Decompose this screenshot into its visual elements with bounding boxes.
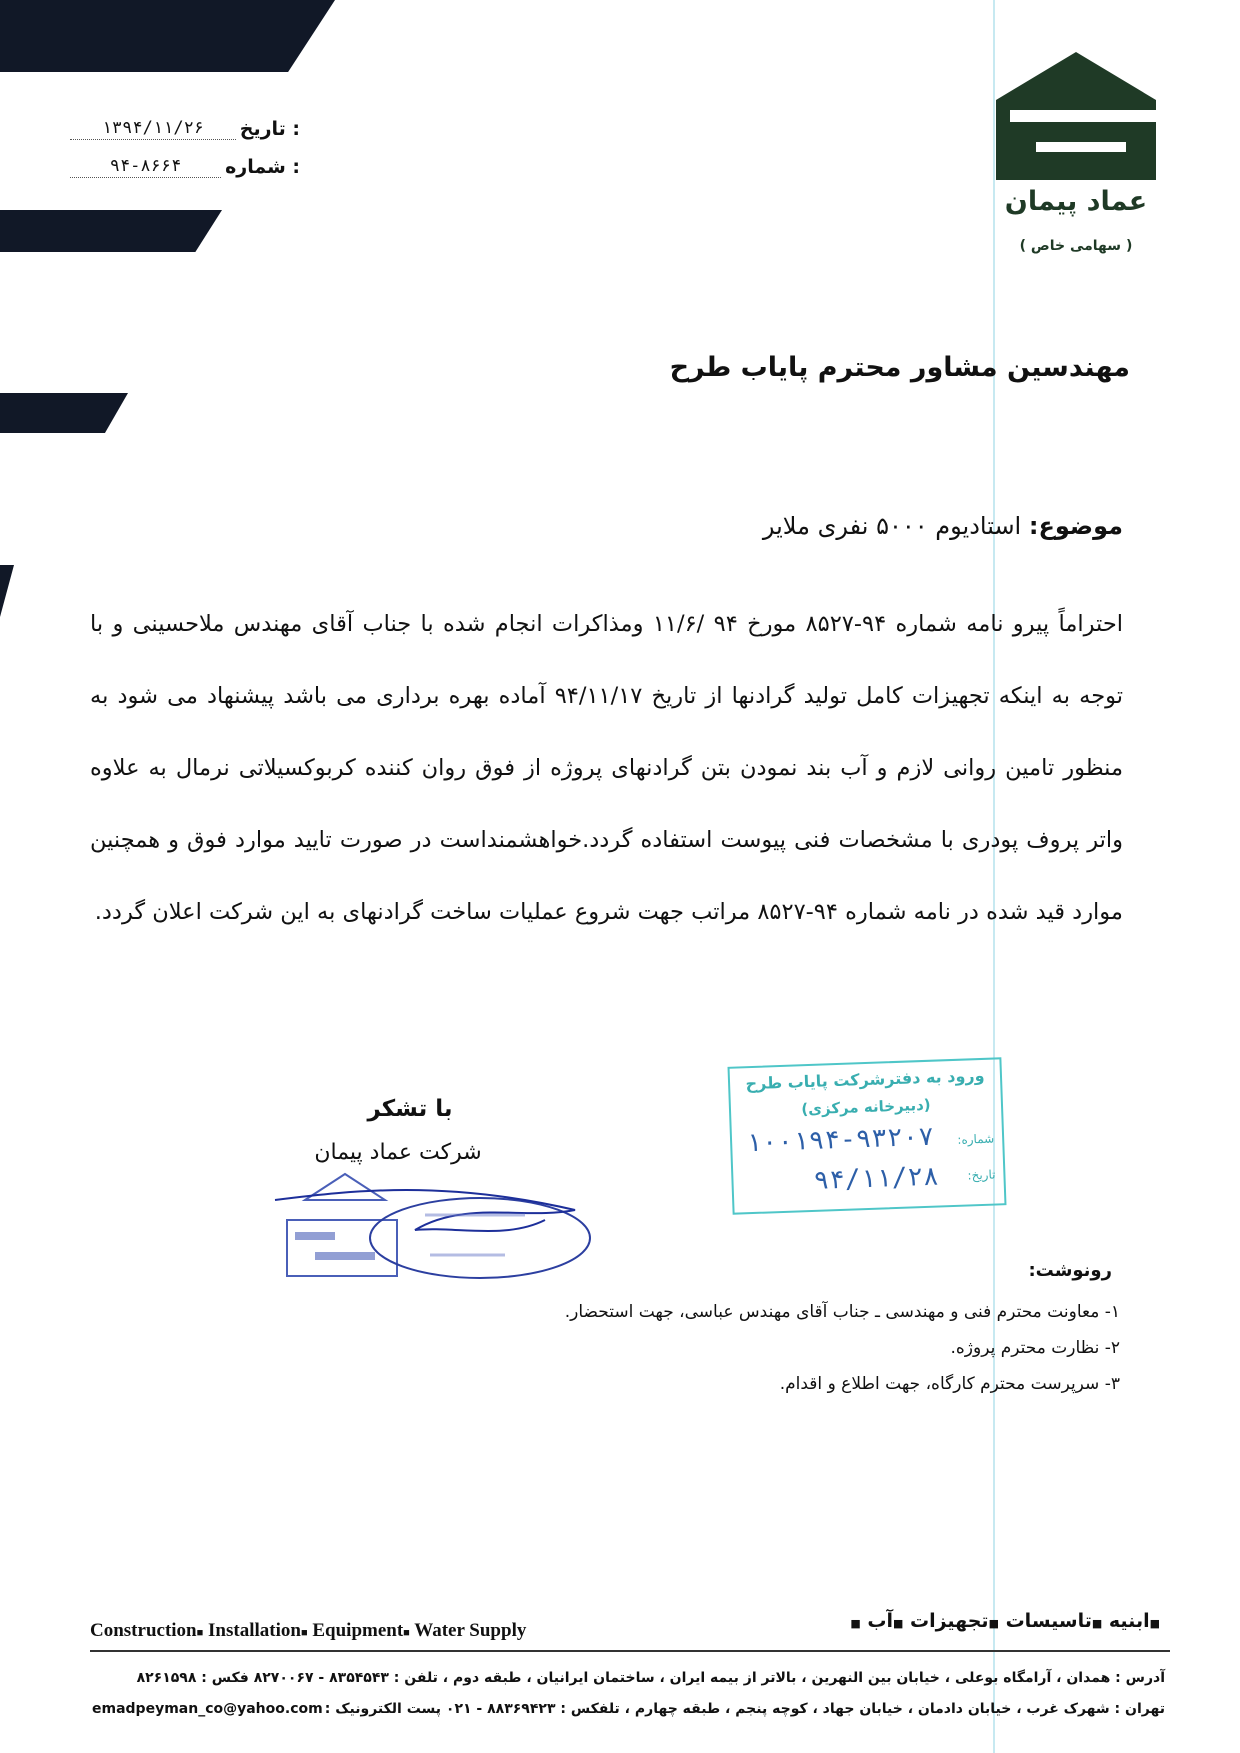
service-fa-2: تاسیسات xyxy=(1005,1610,1092,1632)
incoming-stamp xyxy=(728,1057,1007,1214)
service-fa-4: آب xyxy=(867,1610,893,1632)
recipient: مهندسین مشاور محترم پایاب طرح xyxy=(669,352,1130,383)
address-hamedan: آدرس : همدان ، آرامگاه بوعلی ، خیابان بین النهرین ، بالاتر از بیمه ایران ، ساختمان ایرانیان ، طبقه دوم ، تلفن : ۸۳۵۴۵۴۳ - ۸۲۷۰۰۶۷ فکس : ۸۲۶۱۵۹۸ xyxy=(136,1670,1165,1686)
services-fa: ■ابنیه ■تاسیسات ■تجهیزات ■آب ■ xyxy=(850,1610,1160,1632)
letter-body: احتراماً پیرو نامه شماره ۹۴-۸۵۲۷ مورخ ۹۴ /۱۱/۶ ومذاکرات انجام شده با جناب آقای مهندس ملاحسینی و با توجه به اینکه تجهیزات کامل تولید گرادنها از تاریخ ۹۴/۱۱/۱۷ آماده بهره برداری می باشد پیشنهاد می شود به منظور تامین روانی لازم و آب بند نمودن بتن گرادنهای پروژه از فوق روان کننده کربوکسیلاتی نرمال به علاوه واتر پروف پودری با مشخصات فنی پیوست استفاده گردد.خواهشمنداست در صورت تایید موارد فوق و همچنین موارد قید شده در نامه شماره ۹۴-۸۵۲۷ مراتب جهت شروع عملیات ساخت گرادنهای به این شرکت اعلان گردد. xyxy=(90,611,1123,925)
service-fa-3: تجهیزات xyxy=(910,1610,989,1632)
header-decorative-bar xyxy=(0,0,335,72)
date-label: : تاریخ xyxy=(239,118,300,140)
footer-rule xyxy=(90,1650,1170,1652)
stamp-number-value: ۱۰۰۱۹۴-۹۳۲۰۷ xyxy=(745,1121,935,1159)
cc-item-3: ۳- سرپرست محترم کارگاه، جهت اطلاع و اقدام. xyxy=(779,1374,1120,1394)
date-row xyxy=(70,112,300,140)
company-type: ( سهامی خاص ) xyxy=(1019,238,1133,254)
signature-stamp-icon xyxy=(265,1160,595,1290)
stamp-title: ورود به دفترشرکت پایاب طرح xyxy=(745,1065,985,1094)
service-en-3: Equipment xyxy=(312,1620,404,1641)
email-link[interactable]: emadpeyman_co@yahoo.com xyxy=(92,1701,323,1717)
cc-title: رونوشت: xyxy=(1028,1260,1112,1281)
stamp-subtitle: (دبیرخانه مرکزی) xyxy=(801,1095,931,1119)
decorative-bar-3 xyxy=(0,393,128,433)
signer-company: شرکت عماد پیمان xyxy=(314,1140,482,1165)
cc-item-1: ۱- معاونت محترم فنی و مهندسی ـ جناب آقای مهندس عباسی، جهت استحضار. xyxy=(564,1302,1120,1322)
service-en-1: Construction xyxy=(90,1620,197,1641)
date-value: ۱۳۹۴/۱۱/۲۶ xyxy=(70,118,236,140)
service-en-2: Installation xyxy=(208,1620,301,1641)
number-label: : شماره xyxy=(225,156,300,178)
subject xyxy=(763,512,1123,540)
company-name: عماد پیمان xyxy=(1004,186,1148,217)
services-en: Construction■ Installation■ Equipment■ Water Supply xyxy=(90,1620,527,1641)
number-value: ۹۴-۸۶۶۴ xyxy=(70,156,221,178)
subject-text: استادیوم ۵۰۰۰ نفری ملایر xyxy=(762,512,1029,540)
stamp-number-label: شماره: xyxy=(957,1131,995,1147)
company-logo-icon xyxy=(996,52,1156,180)
service-en-4: Water Supply xyxy=(414,1620,527,1641)
decorative-bar-4 xyxy=(0,565,14,617)
closing-thanks: با تشکر xyxy=(367,1096,453,1122)
address-tehran: تهران : شهرک غرب ، خیابان دادمان ، خیابان جهاد ، کوچه پنجم ، طبقه چهارم ، تلفکس : ۸۸۳۶۹۴۲۳ - ۰۲۱ پست الکترونیک : xyxy=(324,1701,1165,1717)
stamp-date-label: تاریخ: xyxy=(967,1167,996,1183)
service-fa-1: ابنیه xyxy=(1108,1610,1150,1632)
cc-item-2: ۲- نظارت محترم پروژه. xyxy=(950,1338,1120,1358)
decorative-bar-2 xyxy=(0,210,222,252)
subject-label: موضوع: xyxy=(1028,512,1123,540)
stamp-date-value: ۹۴/۱۱/۲۸ xyxy=(813,1161,940,1196)
number-row xyxy=(70,150,300,178)
